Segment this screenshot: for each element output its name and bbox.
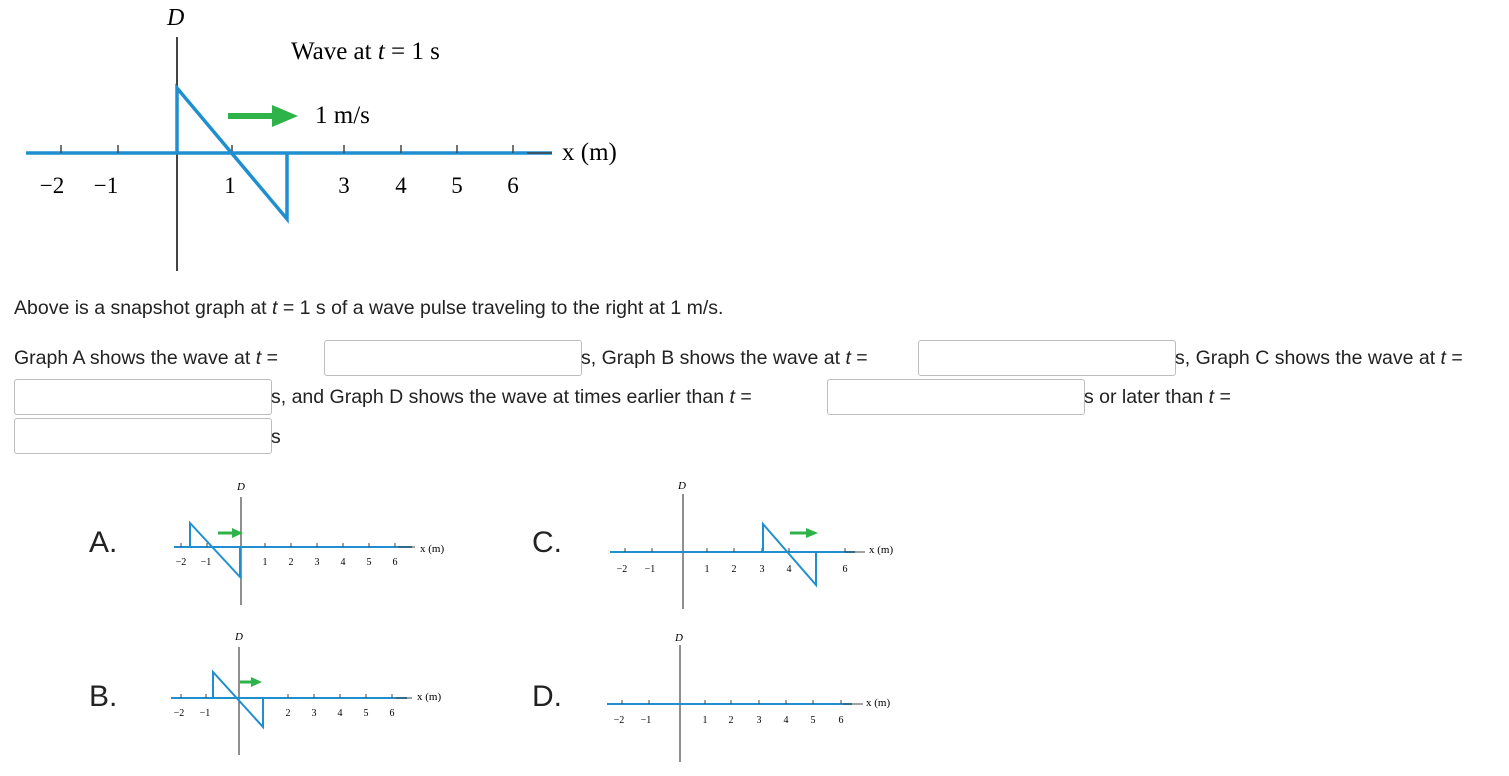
question-text-graph-b: s, Graph B shows the wave at t =: [581, 347, 868, 369]
main-velocity-arrow: [228, 105, 298, 127]
option-c-graph: [600, 475, 920, 615]
answer-input-graph-c[interactable]: [14, 379, 272, 415]
svg-text:4: 4: [786, 564, 792, 575]
svg-text:−2: −2: [175, 557, 187, 568]
svg-text:6: 6: [842, 564, 848, 575]
option-b-graph: [160, 628, 460, 763]
svg-text:1: 1: [702, 715, 708, 726]
svg-text:3: 3: [338, 173, 350, 198]
svg-text:6: 6: [838, 715, 844, 726]
question-text-graph-c: s, Graph C shows the wave at t =: [1175, 347, 1463, 369]
svg-text:2: 2: [288, 557, 294, 568]
main-tick-labels: [40, 173, 519, 198]
svg-text:1: 1: [704, 564, 710, 575]
svg-text:D: D: [678, 480, 686, 492]
question-intro: Above is a snapshot graph at t = 1 s of a wave pulse traveling to the right at 1 m/s.: [14, 297, 724, 319]
main-y-label: D: [167, 5, 185, 31]
svg-text:−2: −2: [616, 564, 628, 575]
svg-text:−1: −1: [199, 708, 211, 719]
main-speed-label: 1 m/s: [315, 102, 370, 129]
option-a-letter: A.: [89, 526, 118, 559]
svg-text:6: 6: [507, 173, 519, 198]
main-title: Wave at t = 1 s: [291, 38, 440, 65]
svg-text:1: 1: [262, 557, 268, 568]
option-b-arrow: [240, 677, 262, 687]
svg-text:3: 3: [759, 564, 765, 575]
main-snapshot-graph: [0, 0, 660, 280]
answer-input-graph-b[interactable]: [918, 340, 1176, 376]
option-d-graph: [600, 628, 920, 768]
svg-text:5: 5: [363, 708, 369, 719]
option-a-arrow: [218, 528, 243, 538]
svg-text:−1: −1: [93, 173, 119, 198]
svg-text:D: D: [235, 631, 243, 643]
svg-text:−2: −2: [613, 715, 625, 726]
svg-text:1: 1: [224, 173, 236, 198]
option-a-graph: [160, 475, 460, 610]
svg-text:4: 4: [337, 708, 343, 719]
svg-text:x (m): x (m): [420, 543, 445, 555]
question-unit-s: s: [271, 426, 281, 448]
question-text-graph-d-later: s or later than t =: [1084, 386, 1231, 408]
svg-text:2: 2: [728, 715, 734, 726]
svg-text:−2: −2: [173, 708, 185, 719]
svg-text:3: 3: [756, 715, 762, 726]
svg-text:2: 2: [285, 708, 291, 719]
answer-input-graph-a[interactable]: [324, 340, 582, 376]
svg-text:5: 5: [451, 173, 463, 198]
svg-text:D: D: [675, 632, 683, 644]
svg-text:6: 6: [392, 557, 398, 568]
svg-text:−1: −1: [640, 715, 652, 726]
svg-text:x (m): x (m): [869, 544, 894, 556]
svg-text:6: 6: [389, 708, 395, 719]
answer-input-graph-d-later[interactable]: [14, 418, 272, 454]
option-d-letter: D.: [532, 680, 562, 713]
svg-text:4: 4: [395, 173, 407, 198]
svg-text:−2: −2: [39, 173, 65, 198]
main-x-label: x (m): [562, 139, 617, 166]
answer-input-graph-d-earlier[interactable]: [827, 379, 1085, 415]
svg-text:4: 4: [340, 557, 346, 568]
svg-text:3: 3: [311, 708, 317, 719]
svg-text:−1: −1: [200, 557, 212, 568]
svg-text:D: D: [237, 481, 245, 493]
svg-text:5: 5: [810, 715, 816, 726]
option-c-letter: C.: [532, 526, 562, 559]
svg-text:2: 2: [731, 564, 737, 575]
svg-text:3: 3: [314, 557, 320, 568]
question-text-graph-d-earlier: s, and Graph D shows the wave at times earlier than t =: [271, 386, 752, 408]
svg-text:5: 5: [366, 557, 372, 568]
svg-text:−1: −1: [644, 564, 656, 575]
svg-text:4: 4: [783, 715, 789, 726]
svg-text:x (m): x (m): [866, 697, 891, 709]
svg-text:x (m): x (m): [417, 691, 442, 703]
question-text-graph-a: Graph A shows the wave at t =: [14, 347, 278, 369]
option-b-letter: B.: [89, 680, 118, 713]
option-c-arrow: [790, 528, 818, 538]
